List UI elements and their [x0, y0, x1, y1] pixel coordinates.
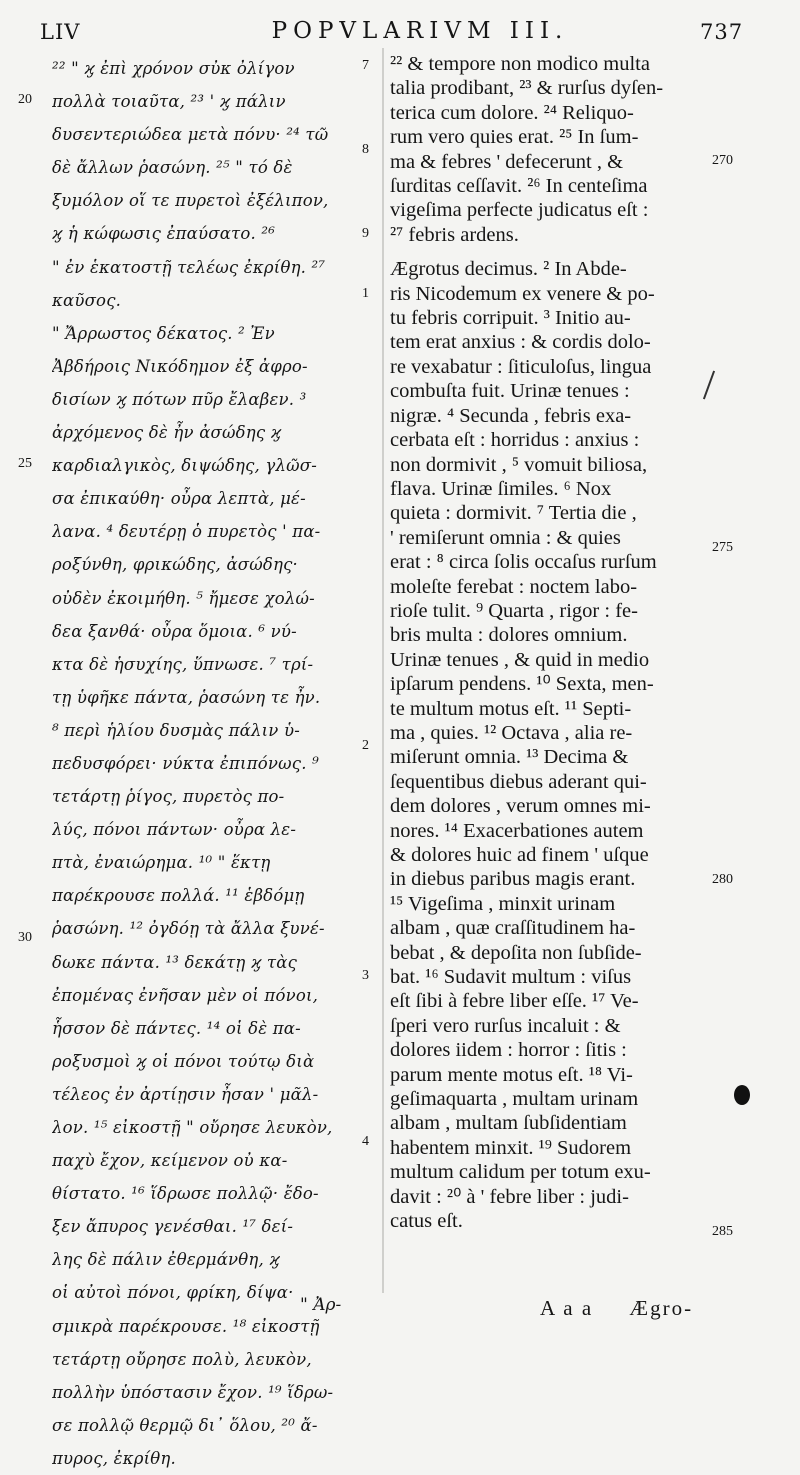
greek-text-line: ροξύνθη, φρικώδης, ἀσώδης·	[52, 555, 299, 575]
latin-text-line: vigeſima perfecte judicatus eſt :	[390, 199, 649, 222]
greek-text-line: κτα δὲ ἡσυχίης, ὕπνωσε. ⁷ τρί-	[52, 654, 314, 674]
greek-text-line: τετάρτῃ ῥίγος, πυρετὸς πο-	[52, 787, 285, 807]
greek-text-line: ἧσσον δὲ πάντες. ¹⁴ οἱ δὲ πα-	[52, 1018, 301, 1038]
latin-text-line: ſequentibus diebus aderant qui-	[390, 770, 647, 793]
latin-text-line: non dormivit , ⁵ vomuit biliosa,	[390, 453, 648, 476]
greek-text-line: τετάρτῃ οὔρησε πολὺ, λευκὸν,	[52, 1349, 312, 1369]
latin-text-line: flava. Urinæ ſimiles. ⁶ Nox	[390, 477, 612, 500]
margin-number: 275	[712, 540, 733, 555]
greek-text-line: τῃ ὑφῆκε πάντα, ῥασώνη τε ἦν.	[52, 687, 321, 707]
latin-text-line: habentem minxit. ¹⁹ Sudorem	[390, 1136, 632, 1159]
greek-text-line: δισίων ϗ πότων πῦρ ἔλαβεν. ³	[52, 389, 307, 409]
greek-text-line: σα ἐπικαύθη· οὖρα λεπτὰ, μέ-	[52, 489, 306, 509]
margin-number: 4	[362, 1134, 369, 1149]
catchword: Ægro-	[629, 1296, 694, 1320]
latin-text-line: eſt ſibi à febre liber eſſe. ¹⁷ Ve-	[390, 990, 639, 1013]
latin-text-line: ' remiſerunt omnia : & quies	[390, 526, 621, 549]
greek-column	[52, 52, 370, 1475]
latin-text-line: in diebus paribus magis erant.	[390, 868, 636, 891]
latin-text-line: dem dolores , verum omnes mi-	[390, 795, 651, 818]
margin-number: 1	[362, 286, 369, 301]
margin-number: 8	[362, 142, 369, 157]
page-number: 737	[700, 20, 744, 44]
margin-number: 25	[18, 456, 32, 471]
latin-text-line: erat : ⁸ circa ſolis occaſus rurſum	[390, 551, 657, 574]
latin-text-line: ²⁷ febris ardens.	[390, 223, 519, 246]
latin-text-line: ſperi vero rurſus incaluit : &	[390, 1014, 621, 1037]
greek-text-line: λανα. ⁴ δευτέρῃ ὁ πυρετὸς ' πα-	[52, 522, 321, 542]
latin-text-line: bris multa : dolores omnium.	[390, 624, 628, 647]
latin-text-line: ma & febres ' defecerunt , &	[390, 150, 624, 173]
margin-number: 285	[712, 1224, 733, 1239]
latin-text-line: quieta : dormivit. ⁷ Tertia die ,	[390, 502, 637, 525]
latin-text-line: re vexabatur : ſiticuloſus, lingua	[390, 355, 652, 378]
margin-number: 7	[362, 58, 369, 73]
latin-text-line: ma , quies. ¹² Octava , alia re-	[390, 721, 633, 744]
greek-text-line: ϗ ἡ κώφωσις ἐπαύσατο. ²⁶	[52, 224, 276, 244]
greek-text-line: δωκε πάντα. ¹³ δεκάτῃ ϗ τὰς	[52, 952, 298, 972]
latin-text-line: talia prodibant, ²³ & rurſus dyſen-	[390, 77, 664, 100]
latin-column	[390, 52, 712, 1234]
greek-text-line: καῦσος.	[52, 290, 122, 310]
greek-text-line: πολλὴν ὑπόστασιν ἔχον. ¹⁹ ἵδρω-	[52, 1382, 334, 1402]
greek-text-line: δὲ ἄλλων ῥασώνη. ²⁵ " τό δὲ	[52, 158, 293, 178]
greek-text-line: τέλεος ἐν ἀρτίῃσιν ἦσαν ' μᾶλ-	[52, 1084, 319, 1104]
greek-text-line: λον. ¹⁵ εἰκοστῇ " οὔρησε λευκὸν,	[52, 1118, 333, 1137]
greek-text-line: σμικρὰ παρέκρουσε. ¹⁸ εἰκοστῇ	[52, 1316, 320, 1336]
margin-number: 2	[362, 738, 369, 753]
greek-text-line: ῥασώνη. ¹² ὀγδόῃ τὰ ἄλλα ξυνέ-	[52, 919, 325, 939]
latin-text-line: davit : ²⁰ à ' febre liber : judi-	[390, 1185, 629, 1208]
greek-text-line: οὐδὲν ἐκοιμήθη. ⁵ ἤμεσε χολώ-	[52, 588, 315, 608]
ink-blot	[734, 1085, 750, 1105]
greek-text-line: δυσεντεριώδεα μετὰ πόνυ· ²⁴ τῶ	[52, 125, 329, 145]
margin-number: 20	[18, 92, 32, 107]
latin-text-line: ¹⁵ Vigeſima , minxit urinam	[390, 892, 616, 915]
latin-text-line: albam , multam ſubſidentiam	[390, 1112, 627, 1135]
greek-text-line: παχὺ ἔχον, κείμενον οὐ κα-	[52, 1151, 288, 1171]
greek-text-line: παρέκρουσε πολλά. ¹¹ ἑβδόμῃ	[52, 886, 305, 906]
latin-text-line: albam , quæ craſſitudinem ha-	[390, 917, 636, 940]
latin-text-line: rum vero quies erat. ²⁵ In ſum-	[390, 126, 639, 149]
greek-catchword: " Ἀρ-	[300, 1295, 342, 1315]
greek-text-line: θίστατο. ¹⁶ ἵδρωσε πολλῷ· ἔδο-	[52, 1184, 319, 1204]
greek-text-line: ἀρχόμενος δὲ ἦν ἀσώδης ϗ	[52, 423, 282, 443]
latin-text-line: rioſe tulit. ⁹ Quarta , rigor : fe-	[390, 599, 638, 622]
greek-text-line: λύς, πόνοι πάντων· οὖρα λε-	[52, 820, 297, 840]
greek-text-line: οἱ αὐτοὶ πόνοι, φρίκη, δίψα·	[52, 1283, 294, 1303]
greek-text-line: ξεν ἄπυρος γενέσθαι. ¹⁷ δεί-	[52, 1217, 294, 1237]
running-title: POPVLARIVM III.	[271, 18, 569, 44]
margin-number: 9	[362, 226, 369, 241]
latin-text-line: Urinæ tenues , & quid in medio	[390, 648, 650, 671]
latin-text-line: dolores iidem : horror : ſitis :	[390, 1039, 627, 1062]
greek-text-line: πεδυσφόρει· νύκτα ἐπιπόνως. ⁹	[52, 753, 319, 773]
column-divider	[382, 48, 384, 1293]
greek-text-line: λης δὲ πάλιν ἐθερμάνθη, ϗ	[52, 1250, 280, 1270]
greek-text-line: πολλὰ τοιαῦτα, ²³ ' ϗ πάλιν	[52, 92, 286, 112]
latin-text-line: te multum motus eſt. ¹¹ Septi-	[390, 697, 632, 720]
signature-mark: A a a	[540, 1296, 594, 1320]
greek-text-line: ⁸ περὶ ἡλίου δυσμὰς πάλιν ὑ-	[52, 720, 300, 740]
margin-number: 270	[712, 153, 733, 168]
latin-text-line: multum calidum per totum exu-	[390, 1161, 651, 1184]
latin-text-line: ſurditas ceſſavit. ²⁶ In centeſima	[390, 175, 648, 198]
greek-text-line: δεα ξανθά· οὖρα ὅμοια. ⁶ νύ-	[52, 621, 297, 641]
latin-text-line: combuſta fuit. Urinæ tenues :	[390, 380, 630, 403]
latin-text-line: Ægrotus decimus. ² In Abde-	[390, 258, 627, 281]
greek-text-line: ξυμόλον οἵ τε πυρετοὶ ἐξέλιπον,	[52, 191, 329, 211]
greek-text-line: ἐπομένας ἐνῆσαν μὲν οἱ πόνοι,	[52, 985, 319, 1005]
latin-text-line: miſerunt omnia. ¹³ Decima &	[390, 746, 629, 769]
latin-text-line: bebat , & depoſita non ſubſide-	[390, 941, 642, 964]
margin-number: 30	[18, 930, 32, 945]
latin-text-line: moleſte ferebat : noctem labo-	[390, 575, 638, 598]
margin-number: 3	[362, 968, 369, 983]
latin-text-line: nores. ¹⁴ Exacerbationes autem	[390, 819, 644, 842]
greek-text-line: ροξυσμοὶ ϗ οἱ πόνοι τούτῳ διὰ	[52, 1051, 315, 1071]
latin-text-line: catus eſt.	[390, 1210, 463, 1233]
latin-text-line: cerbata eſt : horridus : anxius :	[390, 429, 640, 452]
latin-text-line: tu febris corripuit. ³ Initio au-	[390, 307, 631, 330]
greek-text-line: Ἀβδήροις Νικόδημον ἐξ ἀφρο-	[52, 356, 308, 376]
greek-text-line: " Ἄρρωστος δέκατος. ² Ἐν	[52, 323, 275, 343]
greek-text-line: καρδιαλγικὸς, διψώδης, γλῶσ-	[52, 456, 318, 476]
greek-text-line: πτὰ, ἐναιώρημα. ¹⁰ " ἕκτῃ	[52, 853, 271, 873]
latin-text-line: nigræ. ⁴ Secunda , febris exa-	[390, 404, 632, 427]
greek-text-line: πυρος, ἐκρίθη.	[52, 1448, 176, 1468]
latin-text-line: geſimaquarta , multam urinam	[390, 1088, 639, 1111]
signature-and-catchword	[540, 1296, 693, 1321]
latin-text-line: parum mente motus eſt. ¹⁸ Vi-	[390, 1063, 633, 1086]
latin-text-line: bat. ¹⁶ Sudavit multum : viſus	[390, 966, 632, 989]
margin-number: 280	[712, 872, 733, 887]
greek-text-line: ²² " ϗ ἐπὶ χρόνον σὐκ ὀλίγον	[52, 59, 295, 78]
folio-left: LIV	[40, 20, 81, 44]
latin-text-line: terica cum dolore. ²⁴ Reliquo-	[390, 101, 634, 124]
latin-text-line: ipſarum pendens. ¹⁰ Sexta, men-	[390, 673, 654, 696]
latin-text-line: ris Nicodemum ex venere & po-	[390, 282, 655, 305]
running-header	[0, 12, 800, 52]
greek-text-line: " ἐν ἑκατοστῇ τελέως ἐκρίθη. ²⁷	[52, 257, 326, 277]
latin-text-line: tem erat anxius : & cordis dolo-	[390, 331, 651, 354]
greek-text-line: σε πολλῷ θερμῷ δι᾽ ὅλου, ²⁰ ἄ-	[52, 1415, 318, 1435]
latin-text-line: & dolores huic ad finem ' uſque	[390, 844, 649, 866]
latin-text-line: ²² & tempore non modico multa	[390, 53, 650, 75]
